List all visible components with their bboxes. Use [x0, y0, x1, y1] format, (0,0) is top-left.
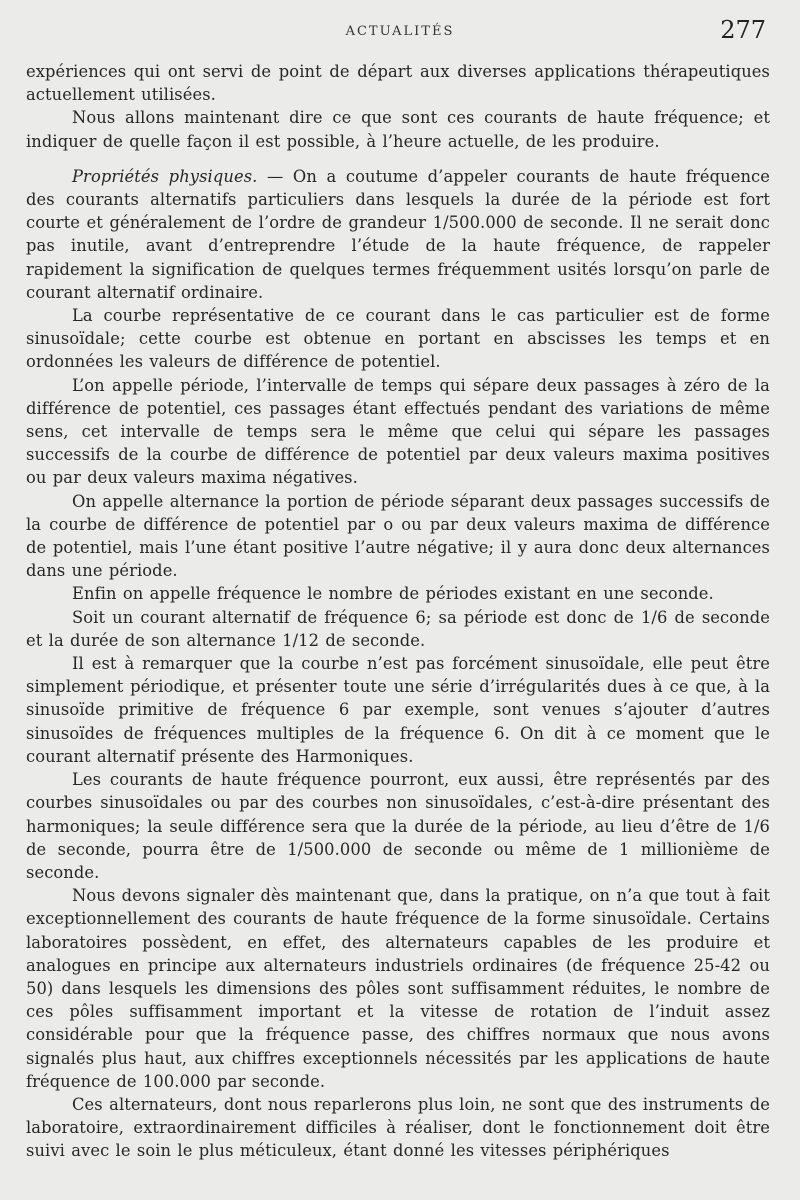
- paragraph-11: Nous devons signaler dès maintenant que, dans la pratique, on n’a que tout à fait exceptionnellement des courants de haute fréquence de la forme sinusoïdale. Certains laboratoires possèdent, en effet, des alternateurs capables de les produire et analogues en principe aux alternateurs industriels ordinaires (de fréquence 25-42 ou 50) dans lesquels les dimensions des pôles sont suffisamment réduites, le nombre de ces pôles suffisamment important et la vitesse de rotation de l’induit assez considérable pour que la fréquence passe, des chiffres normaux que nous avons signalés plus haut, aux chiffres exceptionnels nécessités par les applications de haute fréquence de 100.000 par seconde.: [26, 886, 770, 1091]
- page-number: 277: [720, 16, 766, 44]
- paragraph-4: La courbe représentative de ce courant dans le cas particulier est de forme sinusoïdale; cette courbe est obtenue en portant en abscisses les temps et en ordonnées les valeurs de différence de potentiel.: [26, 306, 770, 372]
- paragraph-12: Ces alternateurs, dont nous reparlerons plus loin, ne sont que des instruments de laboratoire, extraordinairement difficiles à réaliser, dont le fonctionnement doit être suivi avec le soin le plus méticuleux, étant donné les vitesses périphériques: [26, 1094, 770, 1161]
- paragraph-9: Il est à remarquer que la courbe n’est pas forcément sinusoïdale, elle peut être simplement périodique, et présenter toute une série d’irrégularités dues à ce que, à la sinusoïde primitive de fréquence 6 par exemple, sont venues s’ajouter d’autres sinusoïdes de fréquences multiples de la fréquence 6. On dit à ce moment que le courant alternatif présente des Harmoniques.: [26, 654, 770, 766]
- paragraph-10: Les courants de haute fréquence pourront, eux aussi, être représentés par des courbes sinusoïdales ou par des courbes non sinusoïdales, c’est-à-dire présentant des harmoniques; la seule différence sera que la durée de la période, au lieu d’être de 1/6 de seconde, pourra être de 1/500.000 de seconde ou même de 1 millionième de seconde.: [26, 770, 770, 882]
- text-body: [26, 60, 770, 1163]
- page-header: [0, 0, 800, 48]
- paragraph-6: On appelle alternance la portion de période séparant deux passages successifs de la courbe de différence de potentiel par o ou par deux valeurs maxima de différence de potentiel, mais l’une étant positive l’autre négative; il y aura donc deux alternances dans une période.: [26, 491, 770, 581]
- paragraph-1: expériences qui ont servi de point de départ aux diverses applications thérapeutiques actuellement utilisées.: [26, 62, 770, 105]
- section-paragraph: [26, 165, 770, 304]
- running-head: ACTUALITÉS: [345, 24, 455, 39]
- paragraph-7: Enfin on appelle fréquence le nombre de périodes existant en une seconde.: [72, 584, 714, 604]
- section-paragraph-text: — On a coutume d’appeler courants de haute fréquence des courants alternatifs particuliers dans lesquels la durée de la période est fort courte et généralement de l’ordre de grandeur 1/500.000 de seconde. Il ne serait donc pas inutile, avant d’entreprendre l’étude de la haute fréquence, de rappeler rapidement la signification de quelques termes fréquemment usités lorsqu’on parle de courant alternatif ordinaire.: [26, 166, 770, 302]
- paragraph-5: L’on appelle période, l’intervalle de temps qui sépare deux passages à zéro de la différence de potentiel, ces passages étant effectués pendant des variations de même sens, cet intervalle de temps sera le même que celui qui sépare les passages successifs de la courbe de différence de potentiel par deux valeurs maxima positives ou par deux valeurs maxima négatives.: [26, 375, 770, 488]
- paragraph-8: Soit un courant alternatif de fréquence 6; sa période est donc de 1/6 de seconde et la durée de son alternance 1/12 de seconde.: [26, 607, 770, 650]
- section-title: Propriétés physiques.: [72, 166, 258, 186]
- paragraph-2: Nous allons maintenant dire ce que sont ces courants de haute fréquence; et indiquer de quelle façon il est possible, à l’heure actuelle, de les produire.: [26, 108, 770, 151]
